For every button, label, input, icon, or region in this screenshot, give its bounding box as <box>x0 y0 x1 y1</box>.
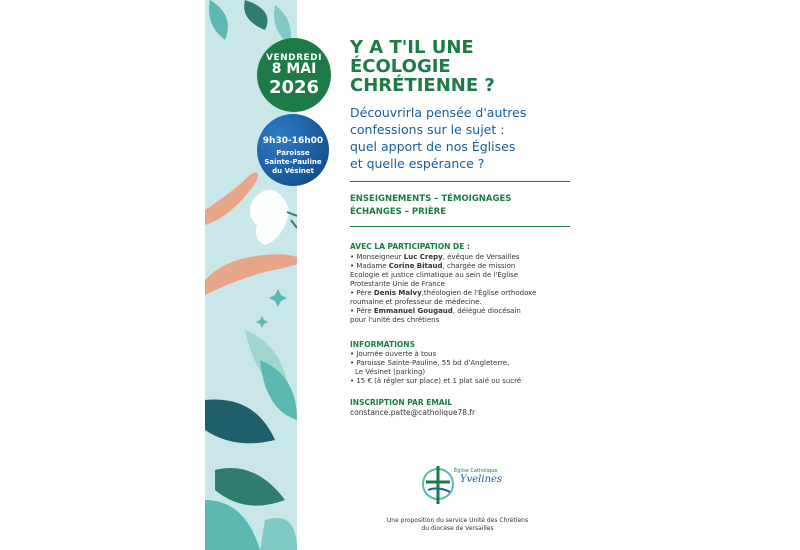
list-item: • Père Emmanuel Gougaud, délégué diocésain <box>350 307 521 315</box>
logo-line2: Yvelines <box>460 474 503 485</box>
inscription-heading: INSCRIPTION PAR EMAIL <box>350 398 453 407</box>
time-place-badge <box>257 114 329 186</box>
event-date: 8 MAI <box>271 61 317 77</box>
event-time: 9h30-16h00 <box>262 136 324 146</box>
participation-list <box>350 253 580 325</box>
flyer-page <box>205 0 594 550</box>
list-item: • Père Denis Malvy,théologien de l'Église orthodoxe <box>350 289 537 297</box>
divider <box>350 226 570 227</box>
list-item: • Monseigneur Luc Crepy, évêque de Versailles <box>350 253 520 261</box>
list-item: Le Vésinet (parking) <box>355 368 426 376</box>
list-item: roumaine et professeur de médecine. <box>350 298 482 306</box>
date-badge <box>257 38 331 112</box>
diocese-logo <box>420 460 503 505</box>
event-year: 2026 <box>268 77 320 98</box>
logo-line1: Église Catholique <box>454 468 498 474</box>
participation-heading: AVEC LA PARTICIPATION DE : <box>350 242 470 251</box>
informations-heading: INFORMATIONS <box>350 340 415 349</box>
event-place: Paroisse Sainte-Pauline du Vésinet <box>264 149 322 175</box>
event-day: VENDREDI <box>265 53 322 63</box>
informations-list <box>350 350 580 386</box>
footer: Une proposition du service Unité des Chrétiens du diocèse de Versailles <box>386 517 529 532</box>
list-item: • Journée ouverte à tous <box>350 350 437 358</box>
divider <box>350 181 570 182</box>
list-item: • Madame Corine Bitaud, chargée de mission <box>350 262 516 270</box>
themes: ENSEIGNEMENTS – TÉMOIGNAGES ÉCHANGES – PRIÈRE <box>350 194 512 217</box>
email-link[interactable]: constance.patte@catholique78.fr <box>350 408 476 417</box>
list-item: Ecologie et justice climatique au sein de l'Église <box>350 271 519 279</box>
list-item: Protestante Unie de France <box>350 280 445 288</box>
subtitle: Découvrirla pensée d'autres confessions sur le sujet : quel apport de nos Églises et quelle espérance ? <box>350 105 527 171</box>
list-item: pour l'unité des chrétiens <box>350 316 440 324</box>
page-title: Y A T'IL UNE ÉCOLOGIE CHRÉTIENNE ? <box>350 37 495 96</box>
list-item: • Paroisse Sainte-Pauline, 55 bd d'Angleterre, <box>350 359 510 367</box>
list-item: • 15 € (à régler sur place) et 1 plat salé ou sucré <box>350 377 522 385</box>
